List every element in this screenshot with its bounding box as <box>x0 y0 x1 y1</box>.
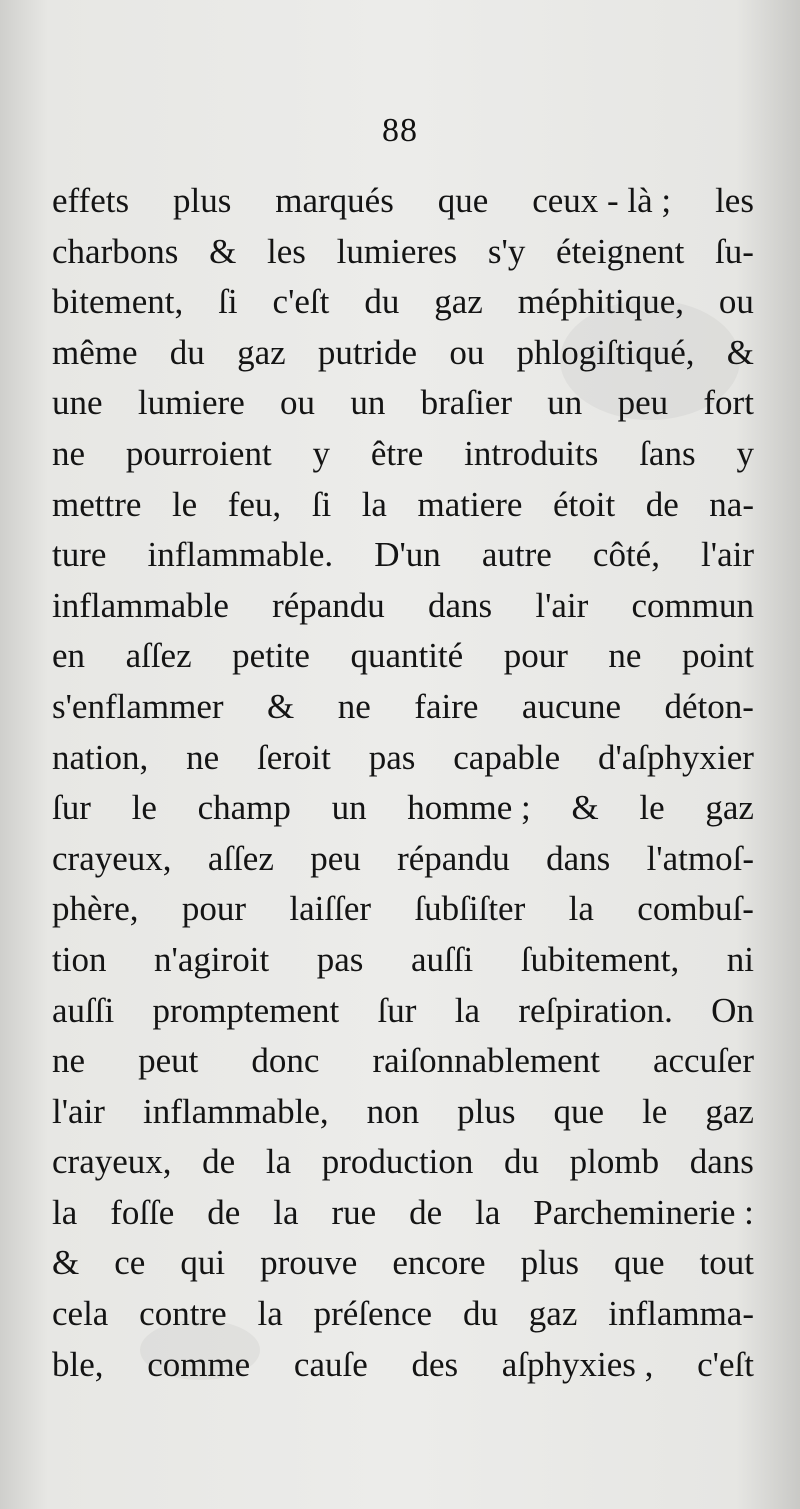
word: peu <box>617 383 669 423</box>
text-line <box>52 277 754 328</box>
word: crayeux, <box>52 838 172 878</box>
word: production <box>321 1142 474 1182</box>
word: dans <box>689 1142 754 1182</box>
text-line <box>52 884 754 935</box>
word: marqués <box>275 181 394 220</box>
word: du <box>462 1294 498 1334</box>
word: tout <box>699 1243 754 1283</box>
word: ce <box>114 1243 146 1283</box>
word: les <box>267 231 306 271</box>
word: pourroient <box>125 433 272 473</box>
word: le <box>642 1091 668 1131</box>
word: y <box>312 433 331 473</box>
word: éteignent <box>556 231 685 271</box>
word: peu <box>310 838 361 878</box>
word: raiſonnablement <box>372 1041 600 1081</box>
word: aucune <box>521 686 622 726</box>
word: plomb <box>569 1142 660 1182</box>
word: encore <box>392 1243 486 1283</box>
word: cela <box>52 1294 109 1334</box>
word: inflammable <box>52 585 229 625</box>
word: s'y <box>487 231 526 271</box>
text-line <box>52 1289 754 1340</box>
word: na- <box>709 484 754 524</box>
word: pas <box>368 737 416 777</box>
text-line <box>52 1137 754 1188</box>
word: la <box>257 1294 283 1334</box>
word: plus <box>173 181 232 220</box>
word: que <box>553 1091 605 1131</box>
word: plus <box>520 1243 579 1283</box>
word: gaz <box>705 788 754 828</box>
text-line <box>52 682 754 733</box>
word: la <box>273 1192 299 1232</box>
word: lumiere <box>137 383 245 423</box>
word: un <box>350 383 386 423</box>
word: matiere <box>417 484 523 524</box>
word: braſier <box>420 383 512 423</box>
word: la <box>52 1192 78 1232</box>
text-line <box>52 935 754 986</box>
word: qui <box>180 1243 226 1283</box>
word: c'eſt <box>272 282 330 322</box>
word: phlogiſtiqué, <box>516 332 695 372</box>
word: laiſſer <box>289 889 372 929</box>
text-line <box>52 176 754 227</box>
word: gaz <box>705 1091 754 1131</box>
word: auſſi <box>410 939 474 979</box>
word: effets <box>52 181 130 220</box>
word: ſubſiſter <box>414 889 526 929</box>
word: inflammable. <box>147 535 334 575</box>
word: inflamma- <box>608 1294 754 1334</box>
word: côté, <box>592 535 660 575</box>
word: phère, <box>52 889 139 929</box>
word: rue <box>331 1192 377 1232</box>
word: auſſi <box>52 990 115 1030</box>
word: n'agiroit <box>154 939 270 979</box>
word: l'atmoſ- <box>646 838 754 878</box>
word: que <box>437 181 489 220</box>
word: la <box>265 1142 292 1182</box>
word: du <box>504 1142 540 1182</box>
word: lumieres <box>336 231 458 271</box>
word: donc <box>251 1041 320 1081</box>
word: s'enflammer <box>52 686 224 726</box>
word: autre <box>481 535 552 575</box>
word: préſence <box>313 1294 433 1334</box>
word: du <box>364 282 400 322</box>
word: ſubitement, <box>520 939 680 979</box>
text-line <box>52 480 754 531</box>
word: aſphyxies , <box>501 1344 654 1384</box>
word: peut <box>138 1041 199 1081</box>
word: inflammable, <box>142 1091 329 1131</box>
text-line <box>52 1188 754 1239</box>
word: accuſer <box>652 1041 754 1081</box>
word: Parcheminerie : <box>533 1192 754 1232</box>
word: que <box>613 1243 665 1283</box>
word: déton- <box>664 686 754 726</box>
word: une <box>52 383 103 423</box>
word: crayeux, <box>52 1142 172 1182</box>
word: le <box>639 788 665 828</box>
word: capable <box>453 737 561 777</box>
word: prouve <box>260 1243 358 1283</box>
word: tion <box>52 939 107 979</box>
word: ne <box>186 737 220 777</box>
text-line <box>52 834 754 885</box>
word: ceux - là ; <box>532 181 672 220</box>
word: reſpiration. <box>518 990 673 1030</box>
word: promptement <box>152 990 340 1030</box>
word: commun <box>631 585 754 625</box>
word: y <box>736 433 754 473</box>
text-line <box>52 530 754 581</box>
word: & <box>209 231 237 271</box>
word: gaz <box>434 282 483 322</box>
word: la <box>361 484 387 524</box>
word: & <box>571 788 599 828</box>
word: même <box>52 332 138 372</box>
text-line <box>52 581 754 632</box>
word: de <box>207 1192 241 1232</box>
word: cauſe <box>293 1344 368 1384</box>
word: pour <box>503 636 568 676</box>
word: & <box>267 686 295 726</box>
word: étoit <box>552 484 616 524</box>
word: ſeroit <box>257 737 331 777</box>
text-line <box>52 1087 754 1138</box>
word: foſſe <box>110 1192 175 1232</box>
page-number: 88 <box>382 112 418 149</box>
word: comme <box>147 1344 251 1384</box>
word: homme ; <box>407 788 531 828</box>
word: de <box>202 1142 236 1182</box>
word: gaz <box>237 332 286 372</box>
word: ni <box>726 939 754 979</box>
word: aſſez <box>125 636 192 676</box>
word: plus <box>457 1091 516 1131</box>
word: la <box>568 889 594 929</box>
word: des <box>411 1344 459 1384</box>
text-line <box>52 429 754 480</box>
word: bitement, <box>52 282 184 322</box>
word: non <box>366 1091 420 1131</box>
word: D'un <box>374 535 441 575</box>
word: combuſ- <box>637 889 754 929</box>
word: & <box>52 1243 80 1283</box>
word: l'air <box>535 585 589 625</box>
word: ble, <box>52 1344 104 1384</box>
word: mettre <box>52 484 142 524</box>
word: ſi <box>311 484 332 524</box>
text-line <box>52 1036 754 1087</box>
text-line <box>52 1238 754 1289</box>
word: petite <box>232 636 310 676</box>
word: d'aſphyxier <box>597 737 754 777</box>
word: le <box>171 484 198 524</box>
word: ou <box>718 282 754 322</box>
body-text <box>52 176 754 1390</box>
word: de <box>409 1192 443 1232</box>
word: ou <box>280 383 316 423</box>
word: répandu <box>272 585 385 625</box>
word: quantité <box>350 636 464 676</box>
word: c'eſt <box>697 1344 754 1384</box>
word: dans <box>428 585 493 625</box>
word: ou <box>449 332 485 372</box>
word: être <box>370 433 424 473</box>
word: On <box>711 990 754 1030</box>
word: un <box>547 383 583 423</box>
word: ture <box>52 535 107 575</box>
word: ne <box>337 686 371 726</box>
word: répandu <box>397 838 510 878</box>
word: charbons <box>52 231 179 271</box>
word: ſur <box>52 788 91 828</box>
word: contre <box>139 1294 227 1334</box>
word: introduits <box>464 433 599 473</box>
text-line <box>52 1340 754 1391</box>
word: un <box>331 788 367 828</box>
word: en <box>52 636 86 676</box>
word: dans <box>546 838 611 878</box>
text-line <box>52 227 754 278</box>
word: ne <box>608 636 642 676</box>
text-line <box>52 328 754 379</box>
word: point <box>682 636 754 676</box>
word: pour <box>181 889 247 929</box>
word: la <box>454 990 480 1030</box>
word: champ <box>197 788 291 828</box>
text-line <box>52 378 754 429</box>
word: aſſez <box>207 838 274 878</box>
word: les <box>715 181 754 220</box>
word: gaz <box>528 1294 578 1334</box>
word: méphitique, <box>517 282 684 322</box>
word: du <box>169 332 205 372</box>
word: de <box>645 484 679 524</box>
word: ſur <box>377 990 417 1030</box>
word: putride <box>317 332 418 372</box>
text-line <box>52 783 754 834</box>
word: ne <box>52 433 86 473</box>
word: la <box>475 1192 501 1232</box>
word: & <box>726 332 754 372</box>
word: faire <box>414 686 479 726</box>
word: le <box>131 788 157 828</box>
word: nation, <box>52 737 149 777</box>
word: ſi <box>218 282 238 322</box>
word: ne <box>52 1041 86 1081</box>
word: feu, <box>227 484 282 524</box>
text-line <box>52 733 754 784</box>
word: l'air <box>52 1091 105 1131</box>
text-line <box>52 631 754 682</box>
word: fort <box>703 383 754 423</box>
word: pas <box>316 939 364 979</box>
word: l'air <box>701 535 754 575</box>
text-line <box>52 986 754 1037</box>
word: ſans <box>639 433 696 473</box>
word: ſu- <box>715 231 754 271</box>
